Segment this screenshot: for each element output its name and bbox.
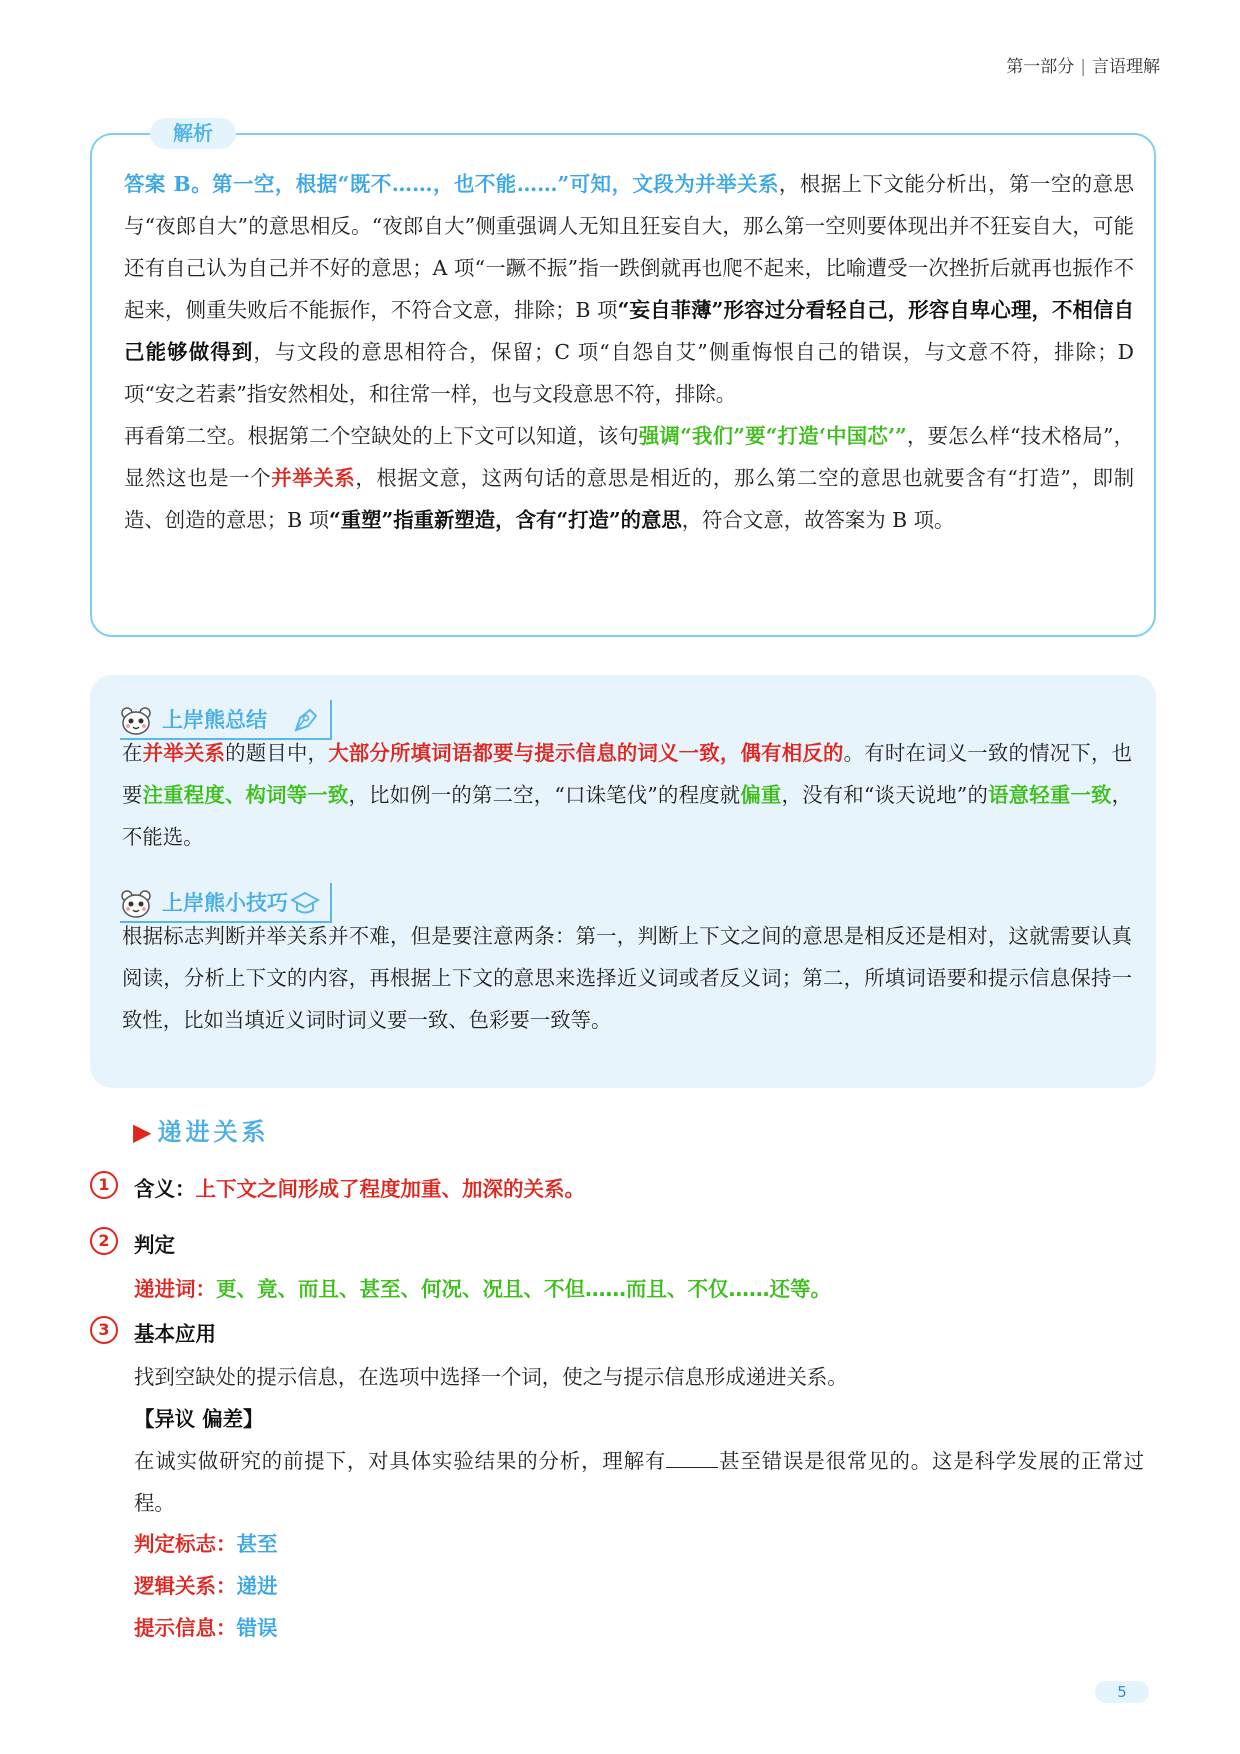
header-section: 第一部分 (1006, 57, 1075, 77)
bear-mascot-icon (120, 707, 152, 735)
analysis-body (124, 163, 1134, 541)
pen-nib-icon (290, 706, 320, 734)
section-marker-icon: ▶ (133, 1118, 152, 1146)
summary-segment: ，比如例一的第二空，“口诛笔伐”的程度就 (348, 783, 741, 807)
bear-mascot-icon (120, 890, 152, 918)
item-number: 1 (90, 1171, 118, 1199)
application-text: 找到空缺处的提示信息，在选项中选择一个词，使之与提示信息形成递进关系。 (134, 1365, 848, 1389)
analysis-text: ，要怎么样“技术格局”，显然这也是一个 (124, 424, 1134, 490)
fact-value: 错误 (236, 1616, 278, 1640)
summary-segment: 大部分所填词语都要与提示信息的词义一致，偶有相反的 (328, 741, 844, 765)
summary-segment: ，没有和“谈天说地”的 (781, 783, 989, 807)
example-before: 在诚实做研究的前提下，对具体实验结果的分析，理解有 (134, 1449, 667, 1473)
item-number: 3 (90, 1316, 118, 1344)
example-title: 【异议 偏差】 (134, 1407, 264, 1431)
fact-value: 甚至 (236, 1532, 278, 1556)
analysis-highlight: 强调“我们”要“打造‘中国芯’” (638, 424, 907, 448)
item-label: 基本应用 (134, 1322, 216, 1346)
analysis-answer: 答案 B。第一空，根据“既不……，也不能……”可知，文段为并举关系 (124, 172, 779, 196)
fact-row (134, 1527, 278, 1557)
item-meaning (134, 1172, 585, 1202)
header-chapter: 言语理解 (1092, 57, 1160, 77)
graduation-cap-icon (290, 889, 320, 917)
example-sentence (134, 1440, 1144, 1524)
fact-row (134, 1611, 278, 1641)
summary-segment: 在 (122, 741, 143, 765)
analysis-tag: 解析 (150, 118, 236, 149)
progressive-words-label: 递进词： (134, 1277, 216, 1301)
fact-label: 逻辑关系： (134, 1574, 237, 1598)
summary-text (122, 732, 1132, 858)
item-judgement (134, 1228, 175, 1258)
summary-segment: 注重程度、构词等一致 (142, 783, 349, 807)
analysis-text: ，根据文意，这两句话的意思是相近的，那么第二空的意思也就要含有“打造”，即制造、创造的意思；B 项 (124, 466, 1135, 532)
summary-segment: 偏重 (740, 783, 782, 807)
page-number: 5 (1095, 1681, 1149, 1703)
item-label: 判定 (134, 1233, 175, 1257)
analysis-highlight: 并举关系 (271, 466, 356, 490)
page-header (1006, 52, 1160, 77)
section-title-text: 递进关系 (157, 1118, 270, 1146)
analysis-highlight: “妄自菲薄”形容过分看轻自己，形容自卑心理，不相信自己能够做得到 (124, 298, 1134, 364)
item-value: 上下文之间形成了程度加重、加深的关系。 (195, 1177, 585, 1201)
tips-text: 根据标志判断并举关系并不难，但是要注意两条：第一，判断上下文之间的意思是相反还是相对，这就需要认真阅读，分析上下文的内容，再根据上下文的意思来选择近义词或者反义词；第二，所填词语要和提示信息保持一致性，比如当填近义词时词义要一致、色彩要一致等。 (122, 924, 1132, 1032)
summary-segment: 语意轻重一致 (988, 783, 1112, 807)
analysis-text: 再看第二空。根据第二个空缺处的上下文可以知道，该句 (124, 424, 639, 448)
progressive-words (134, 1272, 831, 1302)
fact-label: 判定标志： (134, 1532, 237, 1556)
summary-heading-title: 上岸熊总结 (162, 708, 267, 732)
analysis-text: ，根据上下文能分析出，第一空的意思与“夜郎自大”的意思相反。“夜郎自大”侧重强调人无知且狂妄自大，那么第一空则要体现出并不狂妄自大，可能还有自己认为自己并不好的意思；A 项“一蹶不振”指一跌倒就再也爬不起来，比喻遭受一次挫折后就再也振作不起来，侧重失败后不能振作，不符合文意，排除；B 项 (124, 172, 1134, 322)
summary-segment: 并举关系 (142, 741, 226, 765)
analysis-text: ，与文段的意思相符合，保留；C 项“自怨自艾”侧重悔恨自己的错误，与文意不符，排除；D 项“安之若素”指安然相处，和往常一样，也与文段意思不符，排除。 (124, 340, 1134, 406)
analysis-highlight: “重塑”指重新塑造，含有“打造”的意思 (328, 508, 682, 532)
tips-heading-title: 上岸熊小技巧 (162, 891, 288, 915)
fact-value: 递进 (236, 1574, 278, 1598)
progressive-words-value: 更、竟、而且、甚至、何况、况且、不但……而且、不仅……还等。 (216, 1277, 831, 1301)
summary-segment: 。有时在词义一致的情况下，也要 (122, 741, 1133, 807)
analysis-paragraph-2 (124, 415, 1134, 541)
fact-label: 提示信息： (134, 1616, 237, 1640)
item-label: 含义： (134, 1177, 196, 1201)
example-blank (666, 1447, 718, 1468)
fact-row (134, 1569, 278, 1599)
analysis-text: ，符合文意，故答案为 B 项。 (681, 508, 955, 532)
item-application (134, 1317, 216, 1347)
header-separator: | (1080, 57, 1086, 77)
summary-segment: ，不能选。 (122, 783, 1133, 849)
item-number: 2 (90, 1227, 118, 1255)
example-after: 甚至错误是很常见的。这是科学发展的正常过程。 (134, 1449, 1145, 1515)
section-title (133, 1112, 269, 1147)
summary-segment: 的题目中， (225, 741, 329, 765)
analysis-paragraph-1 (124, 163, 1134, 415)
